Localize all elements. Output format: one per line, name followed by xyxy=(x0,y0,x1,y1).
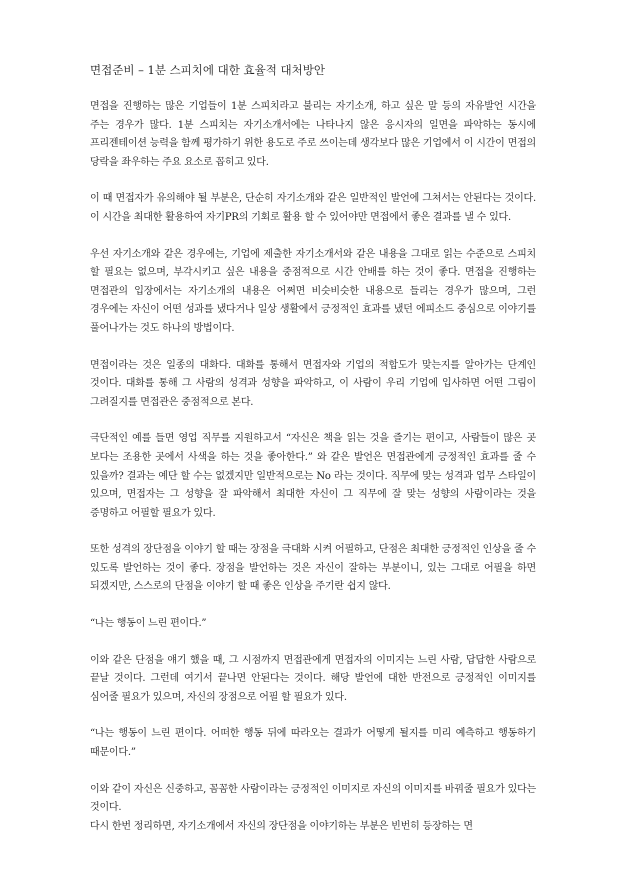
document-title: 면접준비 – 1분 스피치에 대한 효율적 대처방안 xyxy=(90,63,325,77)
paragraph-self-intro: 우선 자기소개와 같은 경우에는, 기업에 제출한 자기소개서와 같은 내용을 그대로 읽는 수준으로 스피치 할 필요는 없으며, 부각시키고 싶은 내용을 중점적으로 시간 안배를 하는 것이 좋다. 면접을 진행하는 면접관의 입장에서는 자기소개의 내용은 어쩌면 비슷비슷한 내용으로 들리는 경우가 많으며, 그런 경우에는 자신이 어떤 성과를 냈다거나 일상 생활에서 긍정적인 효과를 냈던 에피소드 중심으로 이야기를 풀어나가는 것도 하나의 방법이다. xyxy=(90,248,536,334)
paragraph-careful-image: 이와 같이 자신은 신중하고, 꼼꼼한 사람이라는 긍정적인 이미지로 자신의 이미지를 바꿔줄 필요가 있다는 것이다. xyxy=(90,783,536,814)
paragraph-reversal: 이와 같은 단점을 얘기 했을 때, 그 시점까지 면접관에게 면접자의 이미지는 느린 사람, 답답한 사람으로 끝날 것이다. 그런데 여기서 끝나면 안된다는 것이다. 해당 발언에 대한 반전으로 긍정적인 이미지를 심어줄 필요가 있으며, 자신의 장점으로 어필 할 필요가 있다. xyxy=(90,654,536,703)
paragraph-summary: 다시 한번 정리하면, 자기소개에서 자신의 장단점을 이야기하는 부분은 빈번히 등장하는 면 xyxy=(90,820,473,832)
paragraph-intro: 면접을 진행하는 많은 기업들이 1분 스피치라고 불리는 자기소개, 하고 싶은 말 등의 자유발언 시간을 주는 경우가 많다. 1분 스피치는 자기소개서에는 나타나지 않은 응시자의 일면을 파악하는 동시에 프리젠테이션 능력을 함께 평가하기 위한 용도로 주로 쓰이는데 생각보다 많은 기업에서 이 시간이 면접의 당락을 좌우하는 주요 요소로 꼽히고 있다. xyxy=(90,101,536,168)
paragraph-extreme-example: 극단적인 예를 들면 영업 직무를 지원하고서 “자신은 책을 읽는 것을 즐기는 편이고, 사람들이 많은 곳 보다는 조용한 곳에서 사색을 하는 것을 좋아한다.” 와 같은 발언은 면접관에게 긍정적인 효과를 줄 수 있을까? 결과는 예단 할 수는 없겠지만 일반적으로는 No 라는 것이다. 직무에 맞는 성격과 업무 스타일이 있으며, 면접자는 그 성향을 잘 파악해서 최대한 자신이 그 직무에 잘 맞는 성향의 사람이라는 것을 증명하고 어필할 필요가 있다. xyxy=(90,433,536,519)
paragraph-strengths-weaknesses: 또한 성격의 장단점을 이야기 할 때는 장점을 극대화 시켜 어필하고, 단점은 최대한 긍정적인 인상을 줄 수 있도록 발언하는 것이 좋다. 장점을 발언하는 것은 자신이 잘하는 부분이니, 있는 그대로 어필을 하면 되겠지만, 스스로의 단점을 이야기 할 때 좋은 인상을 주기란 쉽지 않다. xyxy=(90,544,536,593)
quote-slow-action-explained: “나는 행동이 느린 편이다. 어떠한 행동 뒤에 따라오는 결과가 어떻게 될지를 미리 예측하고 행동하기 때문이다.” xyxy=(90,728,536,759)
paragraph-caution: 이 때 면접자가 유의해야 될 부분은, 단순히 자기소개와 같은 일반적인 발언에 그쳐서는 안된다는 것이다. 이 시간을 최대한 활용하여 자기PR의 기회로 활용 할 수 있어야만 면접에서 좋은 결과를 낼 수 있다. xyxy=(90,193,536,223)
quote-slow-action: “나는 행동이 느린 편이다.” xyxy=(90,618,207,630)
paragraph-conversation: 면접이라는 것은 일종의 대화다. 대화를 통해서 면접자와 기업의 적합도가 맞는지를 알아가는 단계인 것이다. 대화를 통해 그 사람의 성격과 성향을 파악하고, 이 사람이 우리 기업에 입사하면 어떤 그림이 그려질지를 면접관은 중점적으로 본다. xyxy=(90,359,536,408)
